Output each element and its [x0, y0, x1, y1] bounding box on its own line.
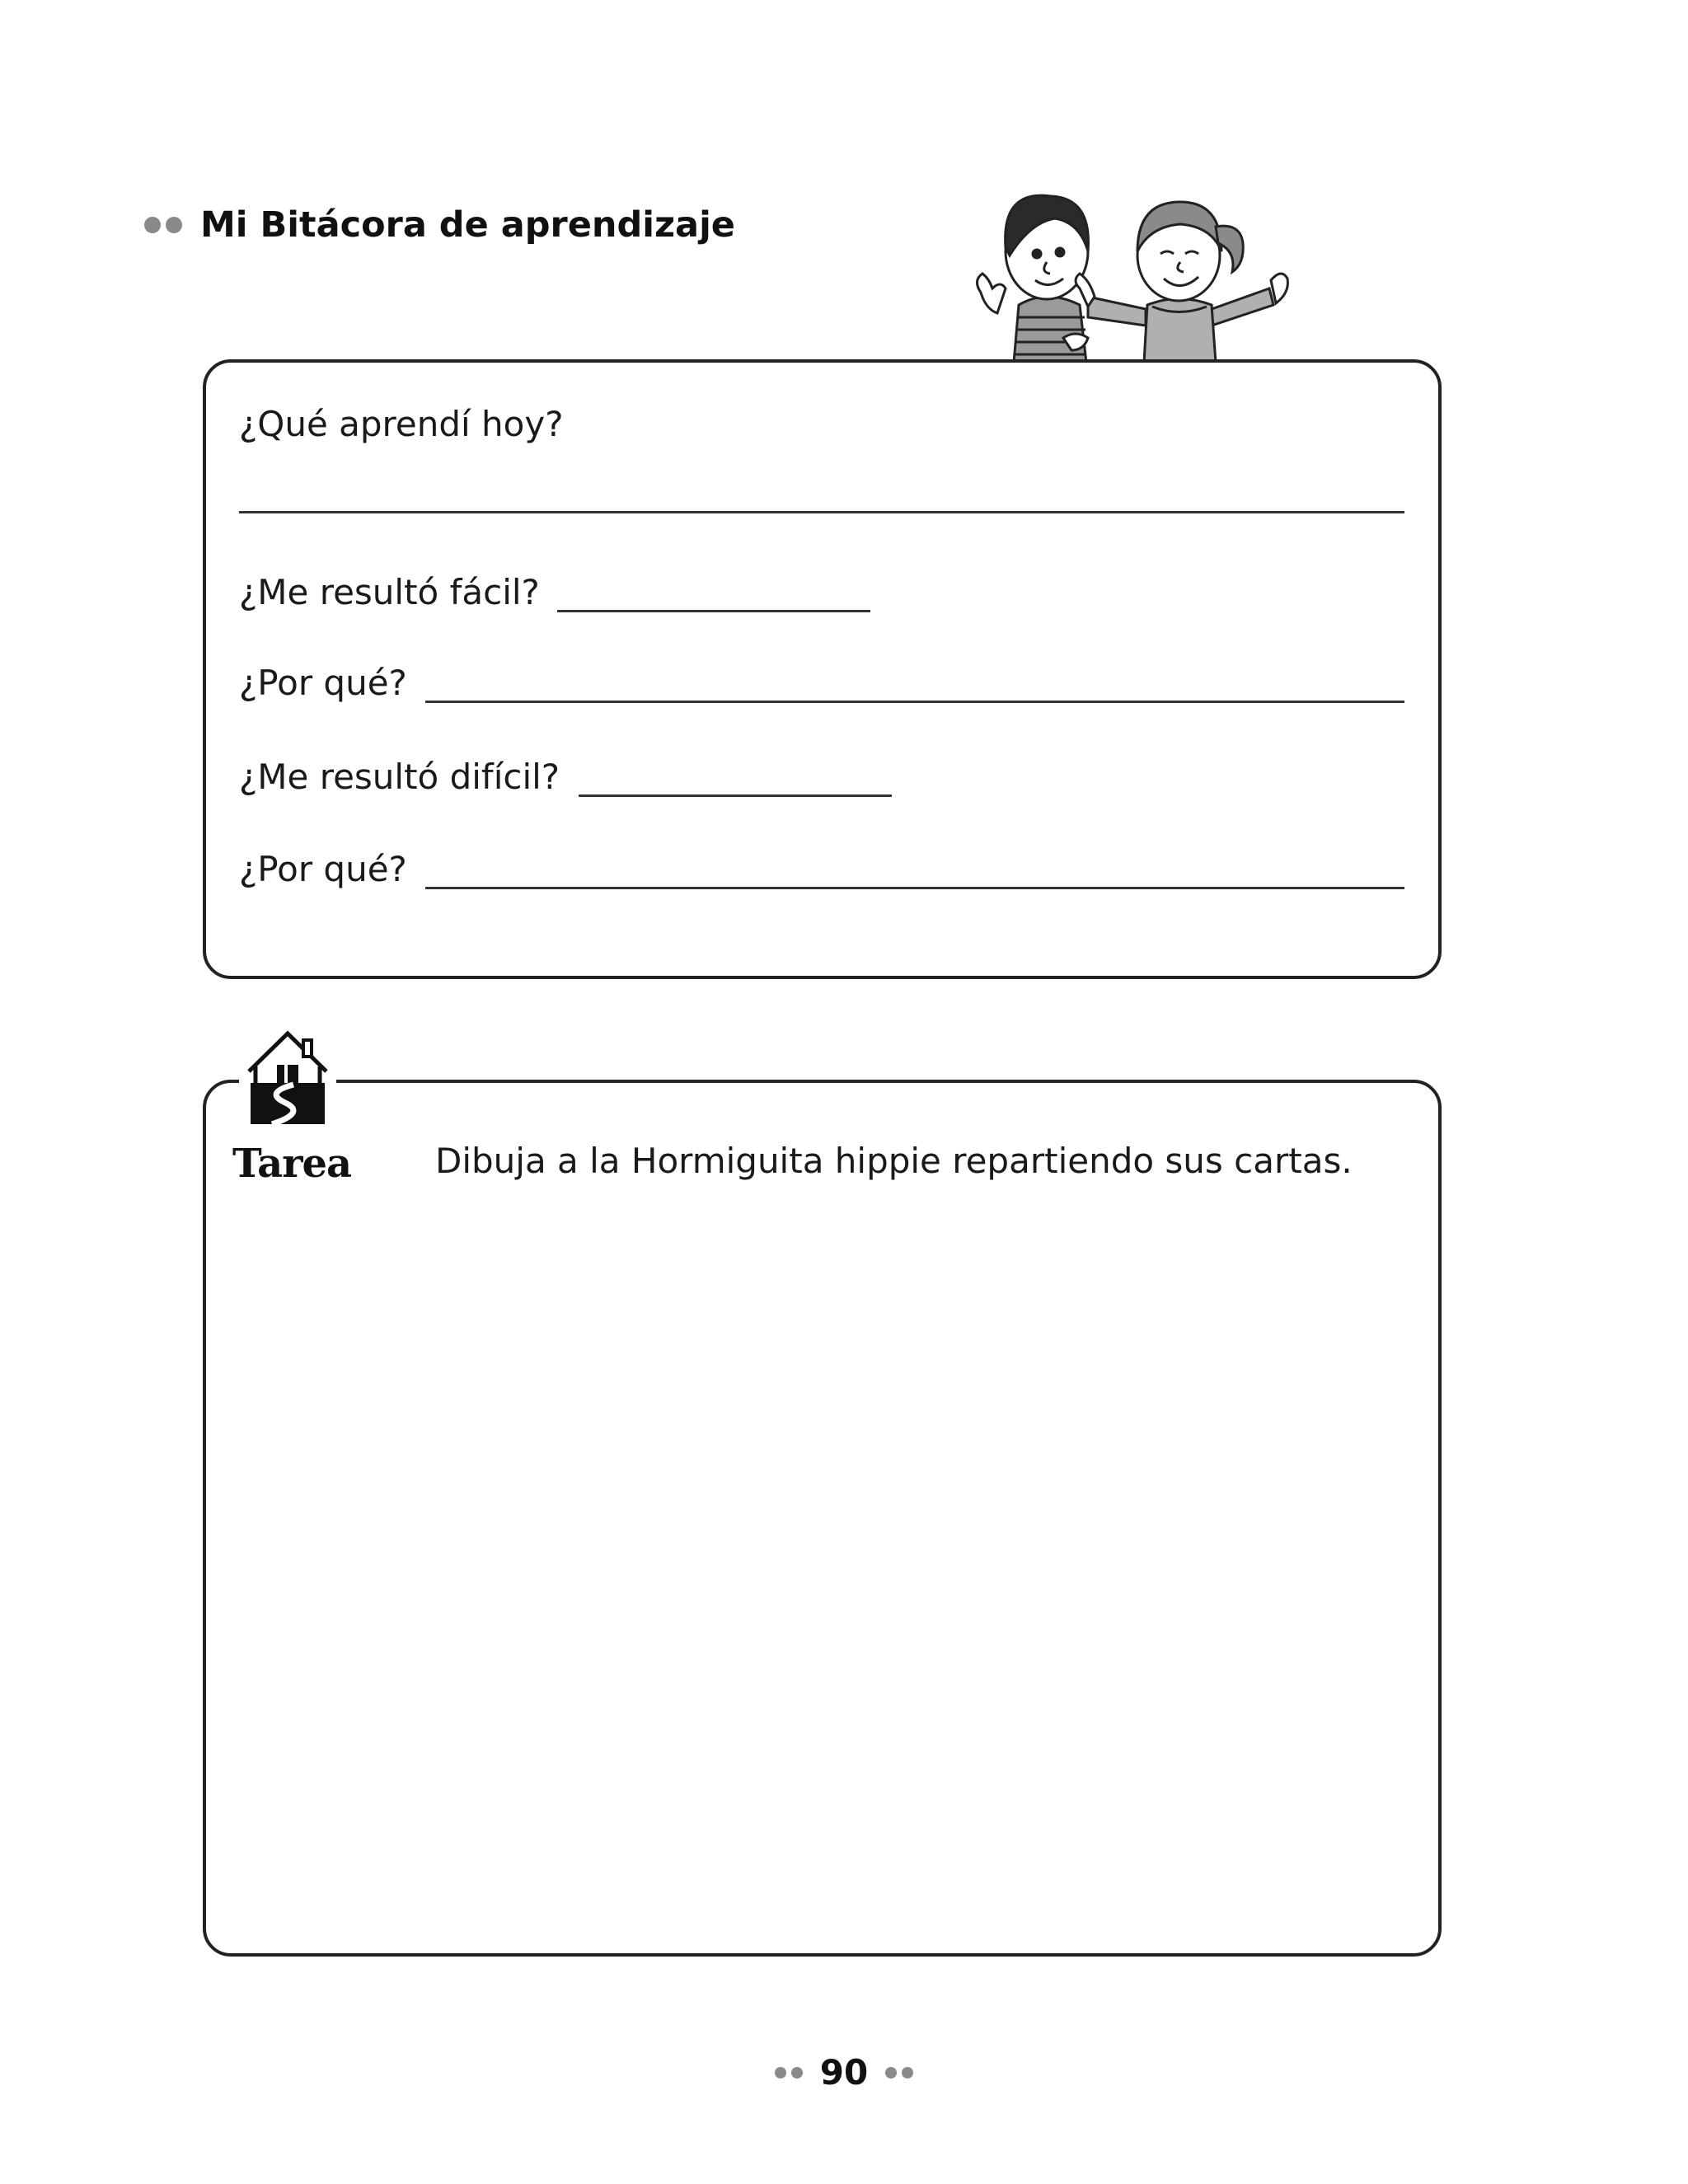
question-easy: ¿Me resultó fácil? — [239, 572, 540, 612]
bullet-dot-icon — [775, 2067, 786, 2079]
boy-figure — [977, 195, 1088, 363]
bullet-dot-icon — [166, 217, 182, 233]
answer-line-learned[interactable] — [239, 511, 1404, 513]
answer-line-why-easy[interactable] — [425, 701, 1404, 703]
homework-drawing-box[interactable] — [203, 1080, 1442, 1957]
question-learned: ¿Qué aprendí hoy? — [239, 404, 564, 444]
girl-figure — [1076, 202, 1287, 363]
bullet-dot-icon — [791, 2067, 803, 2079]
homework-instruction: Dibuja a la Hormiguita hippie repartiendo sus cartas. — [435, 1141, 1353, 1181]
question-why-hard: ¿Por qué? — [239, 849, 407, 889]
page-footer — [0, 2052, 1688, 2093]
bullet-dot-icon — [902, 2067, 913, 2079]
question-why-easy: ¿Por qué? — [239, 663, 407, 703]
bullet-dot-icon — [885, 2067, 897, 2079]
page-title: Mi Bitácora de aprendizaje — [200, 204, 735, 246]
answer-line-easy[interactable] — [557, 610, 870, 612]
page-number: 90 — [819, 2052, 869, 2093]
children-illustration — [964, 165, 1319, 363]
house-icon — [239, 1029, 336, 1127]
answer-line-why-hard[interactable] — [425, 887, 1404, 889]
bullet-dot-icon — [144, 217, 161, 233]
homework-label: Tarea — [232, 1141, 352, 1187]
section-header — [144, 204, 735, 246]
reflection-box — [203, 359, 1442, 979]
answer-line-hard[interactable] — [579, 794, 892, 797]
question-hard: ¿Me resultó difícil? — [239, 757, 560, 797]
